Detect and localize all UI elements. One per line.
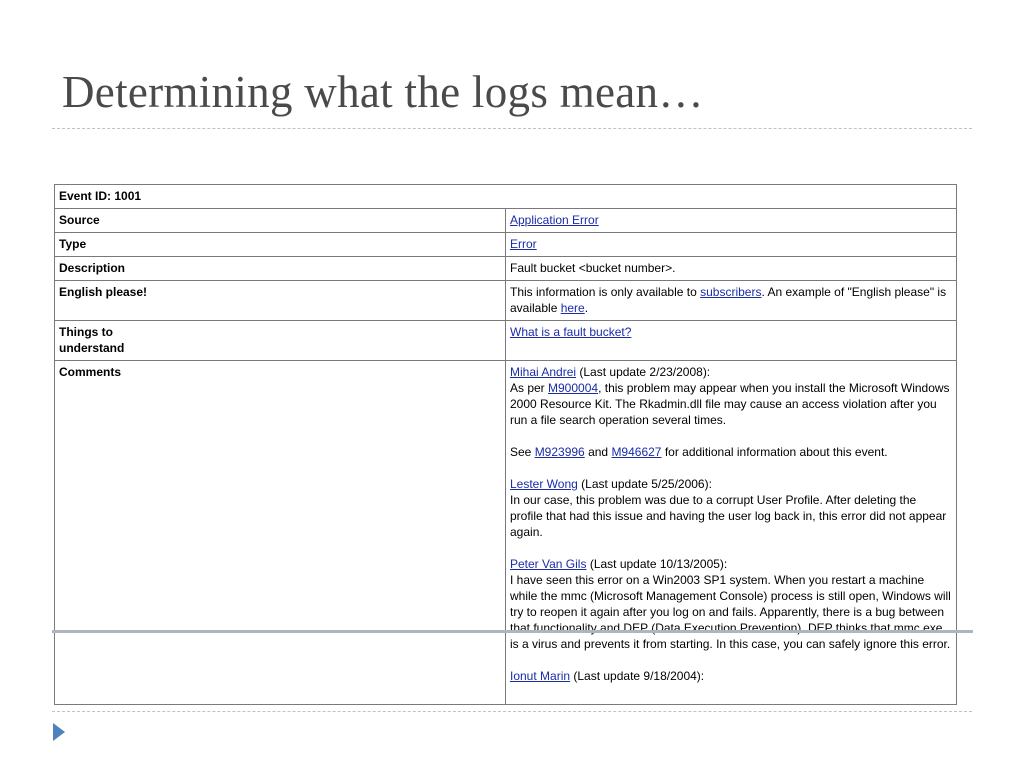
event-details-table bbox=[54, 184, 957, 705]
screenshot-bottom-edge bbox=[52, 630, 973, 633]
see-also bbox=[510, 444, 952, 460]
comment-3-author-link[interactable]: Peter Van Gils bbox=[510, 557, 587, 571]
footer-divider bbox=[52, 711, 972, 712]
comment-2-text: In our case, this problem was due to a corrupt User Profile. After deleting the profile that had this issue and having the user log back in, this error did not appear again. bbox=[510, 493, 947, 539]
see-text-before: See bbox=[510, 445, 535, 459]
kb-m946627-link[interactable]: M946627 bbox=[611, 445, 662, 459]
english-please-label: English please! bbox=[55, 281, 506, 321]
type-value bbox=[506, 233, 957, 257]
type-link[interactable]: Error bbox=[510, 237, 537, 251]
comment-1-text-before: As per bbox=[510, 381, 549, 395]
comment-3 bbox=[510, 556, 952, 652]
comment-1 bbox=[510, 364, 952, 428]
kb-m923996-link[interactable]: M923996 bbox=[534, 445, 585, 459]
comment-4 bbox=[510, 668, 952, 684]
subscribers-link[interactable]: subscribers bbox=[700, 285, 762, 299]
english-please-value bbox=[506, 281, 957, 321]
type-label: Type bbox=[55, 233, 506, 257]
english-text-before: This information is only available to bbox=[510, 285, 701, 299]
english-text-middle: . An example of "English please" is available bbox=[510, 285, 947, 315]
description-row bbox=[55, 257, 957, 281]
things-label bbox=[55, 321, 506, 361]
comment-3-text: I have seen this error on a Win2003 SP1 system. When you restart a machine while the mmc (Microsoft Management Console) process is still open, Windows will try to reopen it again after you log on and fails. Apparently, there is a bug between that functionality and DEP (Data Execution Prevention). DEP thinks that mmc.exe is a virus and prevents it from starting. In this case, you can safely ignore this error. bbox=[510, 573, 951, 651]
comment-4-author-link[interactable]: Ionut Marin bbox=[510, 669, 571, 683]
see-text-after: for additional information about this event. bbox=[661, 445, 888, 459]
event-screenshot bbox=[52, 182, 973, 683]
source-link[interactable]: Application Error bbox=[510, 213, 599, 227]
description-value: Fault bucket <bucket number>. bbox=[506, 257, 957, 281]
things-label-line1: Things to bbox=[59, 325, 113, 339]
english-please-row bbox=[55, 281, 957, 321]
kb-m900004-link[interactable]: M900004 bbox=[548, 381, 599, 395]
comment-3-date: (Last update 10/13/2005): bbox=[586, 557, 728, 571]
things-value bbox=[506, 321, 957, 361]
english-text-after: . bbox=[584, 301, 589, 315]
slide-title: Determining what the logs mean… bbox=[62, 67, 704, 117]
comment-2-author-link[interactable]: Lester Wong bbox=[510, 477, 578, 491]
fault-bucket-link[interactable]: What is a fault bucket? bbox=[510, 325, 632, 339]
event-id-header: Event ID: 1001 bbox=[55, 185, 957, 209]
source-label: Source bbox=[55, 209, 506, 233]
comment-1-date: (Last update 2/23/2008): bbox=[576, 365, 711, 379]
event-id-row bbox=[55, 185, 957, 209]
comment-4-date: (Last update 9/18/2004): bbox=[570, 669, 705, 683]
description-label: Description bbox=[55, 257, 506, 281]
comments-value bbox=[506, 361, 957, 705]
bullet-arrow-icon bbox=[53, 723, 65, 741]
comments-row bbox=[55, 361, 957, 705]
things-label-line2: understand bbox=[59, 341, 125, 355]
things-to-understand-row bbox=[55, 321, 957, 361]
comment-2-date: (Last update 5/25/2006): bbox=[577, 477, 712, 491]
comments-label: Comments bbox=[55, 361, 506, 705]
source-value bbox=[506, 209, 957, 233]
comment-1-text-after: , this problem may appear when you install the Microsoft Windows 2000 Resource Kit. The Rkadmin.dll file may cause an access violation after you run a file search operation several times. bbox=[510, 381, 950, 427]
source-row bbox=[55, 209, 957, 233]
here-link[interactable]: here bbox=[560, 301, 585, 315]
comment-1-author-link[interactable]: Mihai Andrei bbox=[510, 365, 577, 379]
comment-2 bbox=[510, 476, 952, 540]
type-row bbox=[55, 233, 957, 257]
see-text-middle: and bbox=[584, 445, 612, 459]
title-divider bbox=[52, 128, 972, 129]
